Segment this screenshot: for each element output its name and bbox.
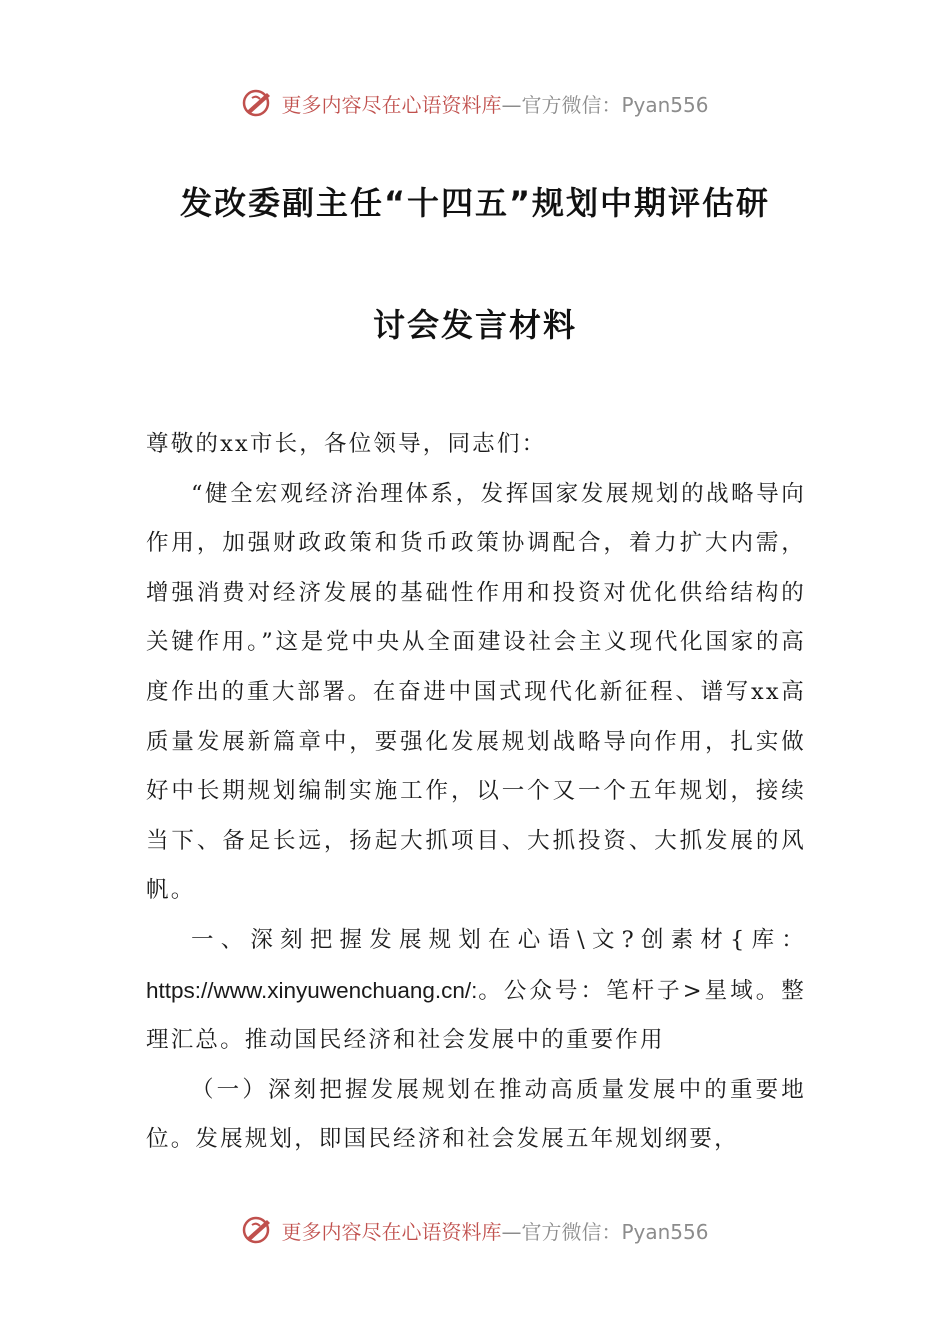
watermark-gray-text: —官方微信：Pyan556 bbox=[501, 92, 709, 117]
salutation: 尊敬的xx市长，各位领导，同志们： bbox=[146, 431, 547, 457]
section-heading-1-url: https://www.xinyuwenchuang.cn/: bbox=[146, 977, 478, 1003]
section-heading-1 bbox=[146, 916, 806, 1066]
watermark-gray-text: —官方微信：Pyan556 bbox=[501, 1219, 709, 1244]
section-heading-1-text-b: 。公众号：笔杆子>星域。整理汇总。推动国民经济和社会发展中的重要作用 bbox=[146, 977, 806, 1054]
section-heading-1-text-a: 一、深刻把握发展规划在心语\文?创素材{库： bbox=[191, 926, 806, 953]
document-title-line2: 讨会发言材料 bbox=[372, 306, 577, 344]
watermark-red-text: 更多内容尽在心语资料库 bbox=[281, 1219, 502, 1244]
pen-logo-icon bbox=[241, 86, 275, 120]
pen-logo-icon bbox=[241, 1213, 275, 1247]
footer-watermark bbox=[0, 1210, 950, 1250]
document-body bbox=[146, 420, 806, 1165]
paragraph-subsection-1: （一）深刻把握发展规划在推动高质量发展中的重要地位。发展规划，即国民经济和社会发展五年规划纲要， bbox=[146, 1076, 806, 1153]
header-watermark bbox=[0, 83, 950, 123]
watermark-red-text: 更多内容尽在心语资料库 bbox=[281, 92, 502, 117]
document-title-line1: 发改委副主任“十四五”规划中期评估研 bbox=[179, 184, 771, 222]
paragraph-intro: “健全宏观经济治理体系，发挥国家发展规划的战略导向作用，加强财政政策和货币政策协调配合，着力扩大内需，增强消费对经济发展的基础性作用和投资对优化供给结构的关键作用。”这是党中央从全面建设社会主义现代化国家的高度作出的重大部署。在奋进中国式现代化新征程、谱写xx高质量发展新篇章中，要强化发展规划战略导向作用，扎实做好中长期规划编制实施工作，以一个又一个五年规划，接续当下、备足长远，扬起大抓项目、大抓投资、大抓发展的风帆。 bbox=[146, 480, 806, 904]
